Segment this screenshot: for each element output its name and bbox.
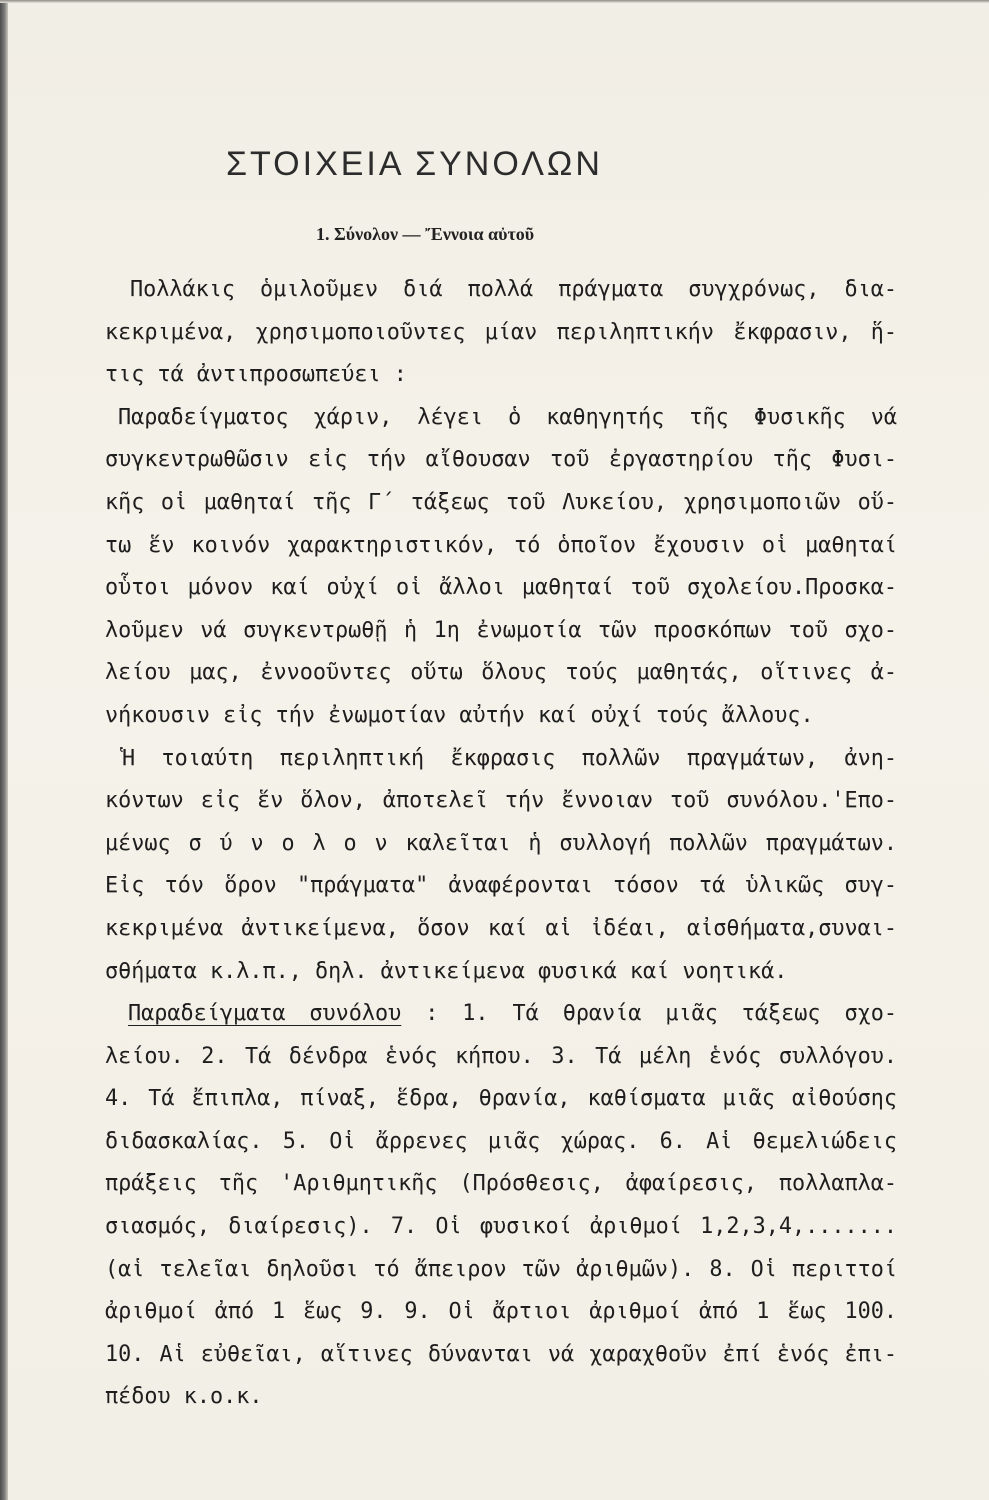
text-line: πράξεις τῆς 'Αριθμητικῆς (Πρόσθεσις, ἀφαίρεσις, πολλαπλα- [105,1171,897,1197]
text-line: οὗτοι μόνον καί οὐχί οἱ ἄλλοι μαθηταί τοῦ σχολείου.Προσκα- [105,575,897,601]
text-line: τω ἕν κοινόν χαρακτηριστικόν, τό ὁποῖον ἔχουσιν οἱ μαθηταί [105,532,897,558]
scan-edge-top [0,0,989,3]
text-line: Παραδείγματος χάριν, λέγει ὁ καθηγητής τῆς Φυσικῆς νά [118,404,897,430]
text-line: (αἱ τελεῖαι δηλοῦσι τό ἄπειρον τῶν ἀριθμῶν). 8. Οἱ περιττοί [105,1256,897,1282]
text-line: σιασμός, διαίρεσις). 7. Οἱ φυσικοί ἀριθμοί 1,2,3,4,....... [105,1214,897,1240]
text-line: λείου μας, ἐννοοῦντες οὕτω ὅλους τούς μαθητάς, οἵτινες ἀ- [105,660,897,686]
text-line-rest: : 1. Τά θρανία μιᾶς τάξεως σχο- [425,1001,897,1027]
section-heading: 1. Σύνολον — Ἔννοια αὐτοῦ [316,224,535,244]
text-line: σθήματα κ.λ.π., δηλ. ἀντικείμενα φυσικά καί νοητικά. [105,958,788,984]
scan-edge-left [0,0,8,1500]
text-line: συγκεντρωθῶσιν εἰς τήν αἴθουσαν τοῦ ἐργαστηρίου τῆς Φυσι- [105,447,897,473]
text-line: κῆς οἱ μαθηταί τῆς Γ΄ τάξεως τοῦ Λυκείου, χρησιμοποιῶν οὕ- [105,489,897,515]
examples-heading: Παραδείγματα συνόλου [128,1001,402,1027]
text-line [105,993,897,1036]
text-line: Ἡ τοιαύτη περιληπτική ἔκφρασις πολλῶν πραγμάτων, ἀνη- [122,745,897,771]
text-line: κεκριμένα ἀντικείμενα, ὅσον καί αἱ ἰδέαι, αἰσθήματα,συναι- [105,915,897,941]
text-line: κεκριμένα, χρησιμοποιοῦντες μίαν περιληπτικήν ἔκφρασιν, ἥ- [105,319,897,345]
text-line: 4. Τά ἔπιπλα, πίναξ, ἕδρα, θρανία, καθίσματα μιᾶς αἰθούσης [105,1086,897,1112]
text-line: λείου. 2. Τά δένδρα ἑνός κήπου. 3. Τά μέλη ἑνός συλλόγου. [105,1043,897,1069]
text-line: μένως σ ύ ν ο λ ο ν καλεῖται ἡ συλλογή πολλῶν πραγμάτων. [105,830,897,856]
text-line: ἀριθμοί ἀπό 1 ἕως 9. 9. Οἱ ἄρτιοι ἀριθμοί ἀπό 1 ἕως 100. [105,1299,897,1325]
text-line: Εἰς τόν ὅρον "πράγματα" ἀναφέρονται τόσον τά ὑλικῶς συγ- [105,873,897,899]
text-line: Πολλάκις ὁμιλοῦμεν διά πολλά πράγματα συγχρόνως, δια- [130,277,897,302]
text-line: τις τά ἀντιπροσωπεύει : [105,362,407,388]
text-line: κόντων εἰς ἕν ὅλον, ἀποτελεῖ τήν ἔννοιαν τοῦ συνόλου.'Επο- [105,788,897,814]
text-line: νήκουσιν εἰς τήν ἐνωμοτίαν αὐτήν καί οὐχί τούς ἄλλους. [105,702,814,728]
body-text [105,269,897,1419]
page-title: ΣΤΟΙΧΕΙΑ ΣΥΝΟΛΩΝ [226,145,603,183]
text-line: 10. Αἱ εὐθεῖαι, αἵτινες δύνανται νά χαραχθοῦν ἐπί ἑνός ἐπι- [105,1341,897,1367]
text-line: διδασκαλίας. 5. Οἱ ἄρρενες μιᾶς χώρας. 6. Αἱ θεμελιώδεις [105,1128,897,1154]
text-line: λοῦμεν νά συγκεντρωθῇ ἡ 1η ἐνωμοτία τῶν προσκόπων τοῦ σχο- [105,617,897,643]
text-line: πέδου κ.ο.κ. [105,1384,263,1410]
